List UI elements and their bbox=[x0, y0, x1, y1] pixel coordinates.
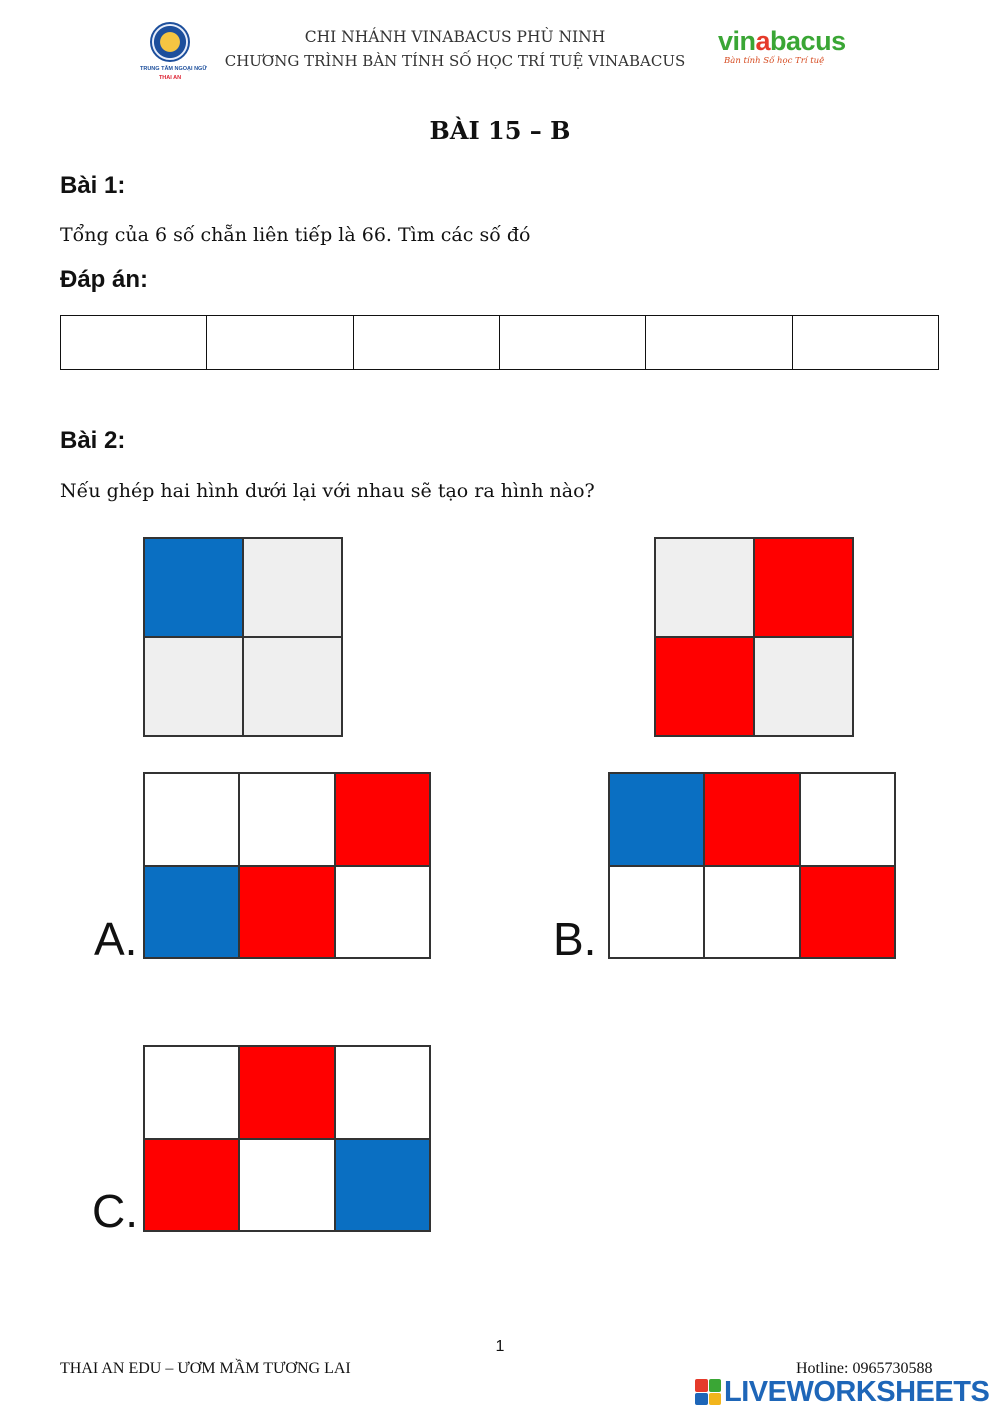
liveworksheets-icon bbox=[695, 1379, 721, 1405]
option-c-cell-4-red bbox=[144, 1139, 239, 1232]
answer-cell-4[interactable] bbox=[500, 316, 646, 369]
vinabacus-wordmark: vinabacus bbox=[718, 26, 846, 56]
liveworksheets-watermark bbox=[695, 1376, 989, 1408]
option-a-cell-1-white bbox=[144, 773, 239, 866]
page-number: 1 bbox=[495, 1338, 505, 1355]
option-c-cell-5-white bbox=[239, 1139, 334, 1232]
option-c-cell-3-white bbox=[335, 1046, 430, 1139]
answer-cell-2[interactable] bbox=[207, 316, 353, 369]
option-b-cell-6-red bbox=[800, 866, 895, 959]
shape1-cell-3-gray bbox=[144, 637, 243, 736]
vinabacus-logo bbox=[718, 26, 858, 70]
liveworksheets-wordmark: LIVEWORKSHEETS bbox=[724, 1375, 990, 1408]
option-a-cell-3-red bbox=[335, 773, 430, 866]
option-b-figure[interactable] bbox=[608, 772, 896, 959]
worksheet-title: BÀI 15 – B bbox=[429, 116, 571, 145]
shape1-cell-4-gray bbox=[243, 637, 342, 736]
bai2-heading: Bài 2: bbox=[60, 427, 126, 454]
option-a-letter: A. bbox=[94, 913, 138, 965]
thai-an-logo-name: THAI AN bbox=[158, 75, 182, 81]
answer-table bbox=[60, 315, 939, 370]
bai1-heading: Bài 1: bbox=[60, 172, 126, 199]
answer-cell-6[interactable] bbox=[793, 316, 938, 369]
option-b-cell-4-white bbox=[609, 866, 704, 959]
answer-cell-1[interactable] bbox=[61, 316, 207, 369]
source-shape-2 bbox=[654, 537, 854, 737]
header-program-name: CHƯƠNG TRÌNH BÀN TÍNH SỐ HỌC TRÍ TUỆ VINABACUS bbox=[224, 52, 686, 70]
option-c-letter: C. bbox=[92, 1185, 138, 1237]
footer-slogan: THAI AN EDU – ƯƠM MẦM TƯƠNG LAI bbox=[60, 1360, 351, 1377]
option-c-cell-1-white bbox=[144, 1046, 239, 1139]
shape1-cell-1-blue bbox=[144, 538, 243, 637]
answer-cell-3[interactable] bbox=[354, 316, 500, 369]
option-a-cell-2-white bbox=[239, 773, 334, 866]
shape2-cell-3-red bbox=[655, 637, 754, 736]
option-b-cell-5-white bbox=[704, 866, 799, 959]
source-shape-1 bbox=[143, 537, 343, 737]
option-b-cell-3-white bbox=[800, 773, 895, 866]
option-c-figure[interactable] bbox=[143, 1045, 431, 1232]
shape1-cell-2-gray bbox=[243, 538, 342, 637]
option-a-cell-6-white bbox=[335, 866, 430, 959]
footer-hotline: Hotline: 0965730588 bbox=[796, 1360, 933, 1377]
option-a-figure[interactable] bbox=[143, 772, 431, 959]
answer-heading: Đáp án: bbox=[60, 266, 149, 293]
shape2-cell-2-red bbox=[754, 538, 853, 637]
bai2-question: Nếu ghép hai hình dưới lại với nhau sẽ tạo ra hình nào? bbox=[60, 480, 595, 502]
option-c-cell-2-red bbox=[239, 1046, 334, 1139]
answer-cell-5[interactable] bbox=[646, 316, 792, 369]
option-b-cell-1-blue bbox=[609, 773, 704, 866]
header-branch-name: CHI NHÁNH VINABACUS PHÙ NINH bbox=[304, 28, 606, 46]
shape2-cell-4-gray bbox=[754, 637, 853, 736]
option-c-cell-6-blue bbox=[335, 1139, 430, 1232]
shape2-cell-1-gray bbox=[655, 538, 754, 637]
option-b-letter: B. bbox=[553, 913, 597, 965]
option-a-cell-5-red bbox=[239, 866, 334, 959]
thai-an-logo-caption: TRUNG TÂM NGOẠI NGỮ bbox=[140, 66, 207, 72]
option-a-cell-4-blue bbox=[144, 866, 239, 959]
thai-an-logo bbox=[140, 22, 207, 84]
option-b-cell-2-red bbox=[704, 773, 799, 866]
thai-an-emblem-icon bbox=[150, 22, 190, 62]
bai1-question: Tổng của 6 số chẵn liên tiếp là 66. Tìm các số đó bbox=[60, 224, 531, 246]
vinabacus-tagline: Bàn tính Số học Trí tuệ bbox=[724, 56, 825, 66]
